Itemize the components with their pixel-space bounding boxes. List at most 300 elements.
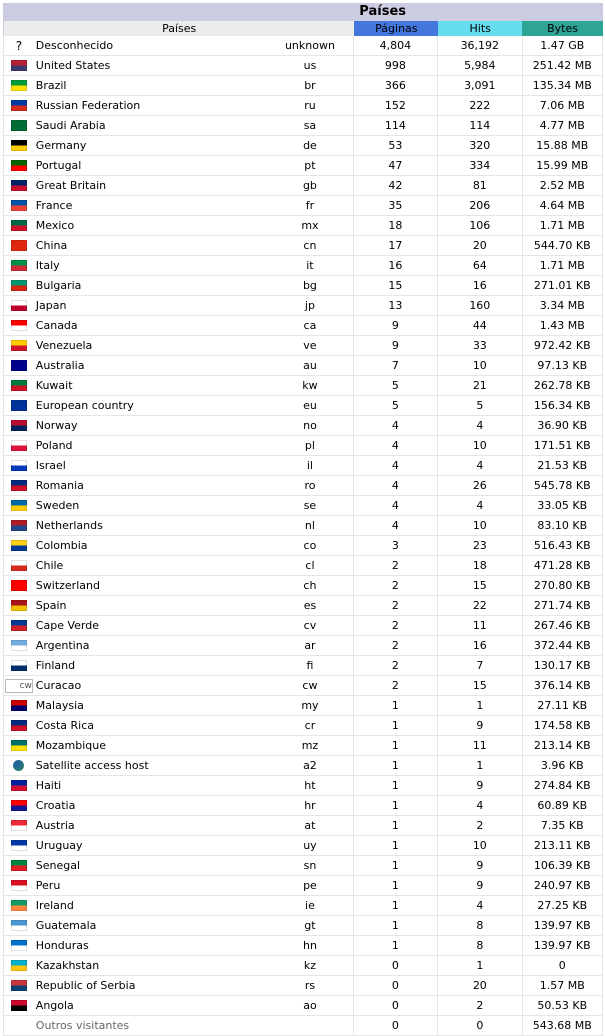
table-row xyxy=(3,936,603,956)
country-code: hn xyxy=(267,936,353,955)
table-row xyxy=(3,436,603,456)
bytes-value: 372.44 KB xyxy=(523,636,603,655)
rs-flag-icon xyxy=(11,980,27,991)
gt-flag-icon xyxy=(11,920,27,931)
unknown-flag-icon: ? xyxy=(15,38,23,53)
country-name: Mexico xyxy=(35,219,75,232)
table-row xyxy=(3,656,603,676)
flag-cell xyxy=(3,856,34,875)
hits-value: 0 xyxy=(438,1016,522,1035)
pages-value: 16 xyxy=(354,256,438,275)
hits-value: 106 xyxy=(438,216,522,235)
bytes-value: 3.34 MB xyxy=(523,296,603,315)
country-name: Germany xyxy=(35,139,87,152)
table-title: Países xyxy=(3,3,603,21)
bytes-value: 171.51 KB xyxy=(523,436,603,455)
eu-flag-icon xyxy=(11,400,27,411)
table-row xyxy=(3,76,603,96)
pl-flag-icon xyxy=(11,440,27,451)
bytes-value: 213.14 KB xyxy=(523,736,603,755)
bytes-value: 106.39 KB xyxy=(523,856,603,875)
flag-cell xyxy=(3,716,34,735)
country-code: au xyxy=(267,356,353,375)
country-code: sn xyxy=(267,856,353,875)
country-code: ru xyxy=(267,96,353,115)
hits-value: 9 xyxy=(438,716,522,735)
country-code: uy xyxy=(267,836,353,855)
country-name: Italy xyxy=(35,259,60,272)
table-row xyxy=(3,836,603,856)
header-pages: Páginas xyxy=(354,21,438,36)
hits-value: 11 xyxy=(438,736,522,755)
sa-flag-icon xyxy=(11,120,27,131)
hits-value: 9 xyxy=(438,776,522,795)
country-code: a2 xyxy=(267,756,353,775)
flag-cell xyxy=(3,276,34,295)
flag-cell xyxy=(3,816,34,835)
pages-value: 1 xyxy=(354,716,438,735)
bytes-value: 60.89 KB xyxy=(523,796,603,815)
flag-cell xyxy=(3,156,34,175)
bytes-value: 15.88 MB xyxy=(523,136,603,155)
bytes-value: 139.97 KB xyxy=(523,916,603,935)
nl-flag-icon xyxy=(11,520,27,531)
pages-value: 114 xyxy=(354,116,438,135)
table-row xyxy=(3,96,603,116)
bytes-value: 7.35 KB xyxy=(523,816,603,835)
country-code: cw xyxy=(267,676,353,695)
table-row xyxy=(3,376,603,396)
country-name: Ireland xyxy=(35,899,74,912)
table-row xyxy=(3,756,603,776)
flag-cell xyxy=(3,196,34,215)
hits-value: 64 xyxy=(438,256,522,275)
country-name: Mozambique xyxy=(35,739,107,752)
hits-value: 11 xyxy=(438,616,522,635)
country-code: cr xyxy=(267,716,353,735)
country-name: Haiti xyxy=(35,779,62,792)
table-row xyxy=(3,856,603,876)
bytes-value: 267.46 KB xyxy=(523,616,603,635)
country-name: Netherlands xyxy=(35,519,103,532)
country-code: ca xyxy=(267,316,353,335)
table-row xyxy=(3,996,603,1016)
country-code: ro xyxy=(267,476,353,495)
country-code: sa xyxy=(267,116,353,135)
country-code: es xyxy=(267,596,353,615)
pages-value: 1 xyxy=(354,796,438,815)
hits-value: 8 xyxy=(438,916,522,935)
table-row xyxy=(3,616,603,636)
bytes-value: 174.58 KB xyxy=(523,716,603,735)
bg-flag-icon xyxy=(11,280,27,291)
table-row xyxy=(3,976,603,996)
table-row xyxy=(3,676,603,696)
table-row xyxy=(3,56,603,76)
hits-value: 20 xyxy=(438,976,522,995)
country-code: pl xyxy=(267,436,353,455)
country-name: Great Britain xyxy=(35,179,107,192)
table-row xyxy=(3,196,603,216)
flag-cell xyxy=(3,236,34,255)
table-row xyxy=(3,356,603,376)
country-code: hr xyxy=(267,796,353,815)
flag-cell xyxy=(3,996,34,1015)
pages-value: 2 xyxy=(354,656,438,675)
hits-value: 9 xyxy=(438,876,522,895)
bytes-value: 130.17 KB xyxy=(523,656,603,675)
table-row xyxy=(3,876,603,896)
pages-value: 4 xyxy=(354,476,438,495)
bytes-value: 251.42 MB xyxy=(523,56,603,75)
table-row xyxy=(3,956,603,976)
flag-cell xyxy=(3,916,34,935)
header-bytes: Bytes xyxy=(522,21,603,36)
hits-value: 16 xyxy=(438,276,522,295)
country-name: Venezuela xyxy=(35,339,93,352)
pages-value: 366 xyxy=(354,76,438,95)
hits-value: 1 xyxy=(438,696,522,715)
country-name: Canada xyxy=(35,319,78,332)
es-flag-icon xyxy=(11,600,27,611)
country-code: gb xyxy=(267,176,353,195)
bytes-value: 50.53 KB xyxy=(523,996,603,1015)
pages-value: 1 xyxy=(354,836,438,855)
au-flag-icon xyxy=(11,360,27,371)
hits-value: 2 xyxy=(438,996,522,1015)
flag-cell xyxy=(3,476,34,495)
pages-value: 4 xyxy=(354,496,438,515)
header-hits: Hits xyxy=(438,21,522,36)
country-name: Finland xyxy=(35,659,76,672)
country-name: Bulgaria xyxy=(35,279,82,292)
bytes-value: 471.28 KB xyxy=(523,556,603,575)
it-flag-icon xyxy=(11,260,27,271)
hits-value: 160 xyxy=(438,296,522,315)
bytes-value: 27.11 KB xyxy=(523,696,603,715)
country-code: il xyxy=(267,456,353,475)
flag-cell xyxy=(3,736,34,755)
hits-value: 4 xyxy=(438,496,522,515)
country-code: us xyxy=(267,56,353,75)
flag-cell xyxy=(3,776,34,795)
country-code: nl xyxy=(267,516,353,535)
hits-value: 23 xyxy=(438,536,522,555)
hits-value: 9 xyxy=(438,856,522,875)
pages-value: 7 xyxy=(354,356,438,375)
flag-cell xyxy=(3,496,34,515)
bytes-value: 240.97 KB xyxy=(523,876,603,895)
country-code: cl xyxy=(267,556,353,575)
hits-value: 20 xyxy=(438,236,522,255)
pages-value: 9 xyxy=(354,316,438,335)
pages-value: 15 xyxy=(354,276,438,295)
flag-cell xyxy=(3,376,34,395)
fi-flag-icon xyxy=(11,660,27,671)
country-code: rs xyxy=(267,976,353,995)
flag-cell xyxy=(3,356,34,375)
country-code: cv xyxy=(267,616,353,635)
pages-value: 4 xyxy=(354,436,438,455)
flag-cell xyxy=(3,536,34,555)
country-code: no xyxy=(267,416,353,435)
countries-table xyxy=(3,3,603,1036)
table-row xyxy=(3,536,603,556)
country-code: kz xyxy=(267,956,353,975)
country-name: Uruguay xyxy=(35,839,83,852)
flag-cell xyxy=(3,596,34,615)
pages-value: 5 xyxy=(354,396,438,415)
pages-value: 1 xyxy=(354,896,438,915)
bytes-value: 139.97 KB xyxy=(523,936,603,955)
ie-flag-icon xyxy=(11,900,27,911)
flag-cell xyxy=(3,756,34,775)
bytes-value: 83.10 KB xyxy=(523,516,603,535)
country-code: ar xyxy=(267,636,353,655)
country-name: Sweden xyxy=(35,499,80,512)
satellite-globe-icon xyxy=(13,760,24,771)
cw-flag-icon: cw xyxy=(5,679,33,693)
bytes-value: 270.80 KB xyxy=(523,576,603,595)
pages-value: 0 xyxy=(354,1016,438,1035)
country-name: European country xyxy=(35,399,134,412)
pages-value: 13 xyxy=(354,296,438,315)
country-name: Cape Verde xyxy=(35,619,99,632)
country-name: Costa Rica xyxy=(35,719,94,732)
table-row xyxy=(3,636,603,656)
country-code xyxy=(267,1016,353,1035)
country-name: Romania xyxy=(35,479,84,492)
country-name: United States xyxy=(35,59,111,72)
bytes-value: 543.68 MB xyxy=(523,1016,603,1035)
country-name: Republic of Serbia xyxy=(35,979,136,992)
pages-value: 1 xyxy=(354,696,438,715)
kw-flag-icon xyxy=(11,380,27,391)
flag-cell xyxy=(3,256,34,275)
cn-flag-icon xyxy=(11,240,27,251)
country-name: Satellite access host xyxy=(35,759,149,772)
table-row xyxy=(3,816,603,836)
flag-cell xyxy=(3,676,34,695)
pages-value: 2 xyxy=(354,636,438,655)
hits-value: 15 xyxy=(438,676,522,695)
country-name: Austria xyxy=(35,819,75,832)
hits-value: 21 xyxy=(438,376,522,395)
bytes-value: 135.34 MB xyxy=(523,76,603,95)
country-name: Russian Federation xyxy=(35,99,141,112)
bytes-value: 0 xyxy=(523,956,603,975)
country-name: Curacao xyxy=(35,679,82,692)
pages-value: 17 xyxy=(354,236,438,255)
flag-cell xyxy=(3,976,34,995)
country-code: mz xyxy=(267,736,353,755)
pages-value: 18 xyxy=(354,216,438,235)
country-name: Angola xyxy=(35,999,74,1012)
flag-cell xyxy=(3,576,34,595)
table-row xyxy=(3,576,603,596)
de-flag-icon xyxy=(11,140,27,151)
kz-flag-icon xyxy=(11,960,27,971)
bytes-value: 1.43 MB xyxy=(523,316,603,335)
table-row xyxy=(3,216,603,236)
table-row xyxy=(3,596,603,616)
pages-value: 4 xyxy=(354,516,438,535)
ar-flag-icon xyxy=(11,640,27,651)
pages-value: 1 xyxy=(354,776,438,795)
country-code: pe xyxy=(267,876,353,895)
hits-value: 18 xyxy=(438,556,522,575)
no-flag-icon xyxy=(11,420,27,431)
bytes-value: 156.34 KB xyxy=(523,396,603,415)
sn-flag-icon xyxy=(11,860,27,871)
table-row xyxy=(3,236,603,256)
country-code: cn xyxy=(267,236,353,255)
bytes-value: 97.13 KB xyxy=(523,356,603,375)
country-name: China xyxy=(35,239,68,252)
hits-value: 3,091 xyxy=(438,76,522,95)
country-name: Desconhecido xyxy=(35,39,114,52)
country-code: mx xyxy=(267,216,353,235)
flag-cell xyxy=(3,296,34,315)
country-code: ve xyxy=(267,336,353,355)
my-flag-icon xyxy=(11,700,27,711)
country-code: gt xyxy=(267,916,353,935)
country-code: fr xyxy=(267,196,353,215)
table-row xyxy=(3,276,603,296)
bytes-value: 7.06 MB xyxy=(523,96,603,115)
pages-value: 2 xyxy=(354,556,438,575)
flag-cell xyxy=(3,936,34,955)
flag-cell xyxy=(3,956,34,975)
hr-flag-icon xyxy=(11,800,27,811)
mx-flag-icon xyxy=(11,220,27,231)
pt-flag-icon xyxy=(11,160,27,171)
bytes-value: 27.25 KB xyxy=(523,896,603,915)
ao-flag-icon xyxy=(11,1000,27,1011)
flag-cell xyxy=(3,556,34,575)
bytes-value: 2.52 MB xyxy=(523,176,603,195)
table-row xyxy=(3,156,603,176)
header-countries: Países xyxy=(4,21,354,36)
il-flag-icon xyxy=(11,460,27,471)
pages-value: 3 xyxy=(354,536,438,555)
flag-cell xyxy=(3,1016,34,1035)
bytes-value: 1.57 MB xyxy=(523,976,603,995)
ve-flag-icon xyxy=(11,340,27,351)
bytes-value: 271.01 KB xyxy=(523,276,603,295)
ro-flag-icon xyxy=(11,480,27,491)
country-name: Kuwait xyxy=(35,379,73,392)
table-row xyxy=(3,116,603,136)
us-flag-icon xyxy=(11,60,27,71)
table-row xyxy=(3,36,603,56)
country-name: Switzerland xyxy=(35,579,100,592)
pages-value: 0 xyxy=(354,976,438,995)
bytes-value: 1.71 MB xyxy=(523,256,603,275)
country-name: Chile xyxy=(35,559,64,572)
cl-flag-icon xyxy=(11,560,27,571)
table-row xyxy=(3,696,603,716)
country-name: Guatemala xyxy=(35,919,97,932)
country-code: jp xyxy=(267,296,353,315)
hits-value: 1 xyxy=(438,756,522,775)
bytes-value: 15.99 MB xyxy=(523,156,603,175)
hits-value: 10 xyxy=(438,436,522,455)
hits-value: 2 xyxy=(438,816,522,835)
ht-flag-icon xyxy=(11,780,27,791)
country-code: it xyxy=(267,256,353,275)
country-code: co xyxy=(267,536,353,555)
pages-value: 1 xyxy=(354,856,438,875)
table-row xyxy=(3,176,603,196)
country-code: unknown xyxy=(267,36,353,55)
country-code: pt xyxy=(267,156,353,175)
pages-value: 152 xyxy=(354,96,438,115)
table-row xyxy=(3,716,603,736)
pages-value: 0 xyxy=(354,996,438,1015)
flag-cell xyxy=(3,876,34,895)
table-row xyxy=(3,456,603,476)
hits-value: 206 xyxy=(438,196,522,215)
bytes-value: 4.77 MB xyxy=(523,116,603,135)
table-row xyxy=(3,256,603,276)
table-row xyxy=(3,896,603,916)
pages-value: 42 xyxy=(354,176,438,195)
flag-cell xyxy=(3,316,34,335)
table-row xyxy=(3,556,603,576)
country-name: Poland xyxy=(35,439,73,452)
country-name: Japan xyxy=(35,299,67,312)
hits-value: 1 xyxy=(438,956,522,975)
hn-flag-icon xyxy=(11,940,27,951)
flag-cell xyxy=(3,136,34,155)
country-name: Senegal xyxy=(35,859,81,872)
table-row xyxy=(3,296,603,316)
flag-cell xyxy=(3,796,34,815)
flag-cell xyxy=(3,436,34,455)
pages-value: 1 xyxy=(354,736,438,755)
flag-cell xyxy=(3,456,34,475)
flag-cell xyxy=(3,216,34,235)
bytes-value: 1.47 GB xyxy=(523,36,603,55)
pages-value: 5 xyxy=(354,376,438,395)
pages-value: 2 xyxy=(354,676,438,695)
pe-flag-icon xyxy=(11,880,27,891)
table-row xyxy=(3,476,603,496)
hits-value: 4 xyxy=(438,416,522,435)
hits-value: 10 xyxy=(438,836,522,855)
hits-value: 5,984 xyxy=(438,56,522,75)
country-code: eu xyxy=(267,396,353,415)
bytes-value: 271.74 KB xyxy=(523,596,603,615)
country-name: Spain xyxy=(35,599,67,612)
mz-flag-icon xyxy=(11,740,27,751)
pages-value: 998 xyxy=(354,56,438,75)
country-name: Brazil xyxy=(35,79,67,92)
cv-flag-icon xyxy=(11,620,27,631)
country-code: br xyxy=(267,76,353,95)
pages-value: 4 xyxy=(354,456,438,475)
flag-cell xyxy=(3,516,34,535)
pages-value: 53 xyxy=(354,136,438,155)
pages-value: 2 xyxy=(354,576,438,595)
ch-flag-icon xyxy=(11,580,27,591)
co-flag-icon xyxy=(11,540,27,551)
pages-value: 35 xyxy=(354,196,438,215)
flag-cell xyxy=(3,396,34,415)
table-row xyxy=(3,1016,603,1036)
hits-value: 4 xyxy=(438,456,522,475)
